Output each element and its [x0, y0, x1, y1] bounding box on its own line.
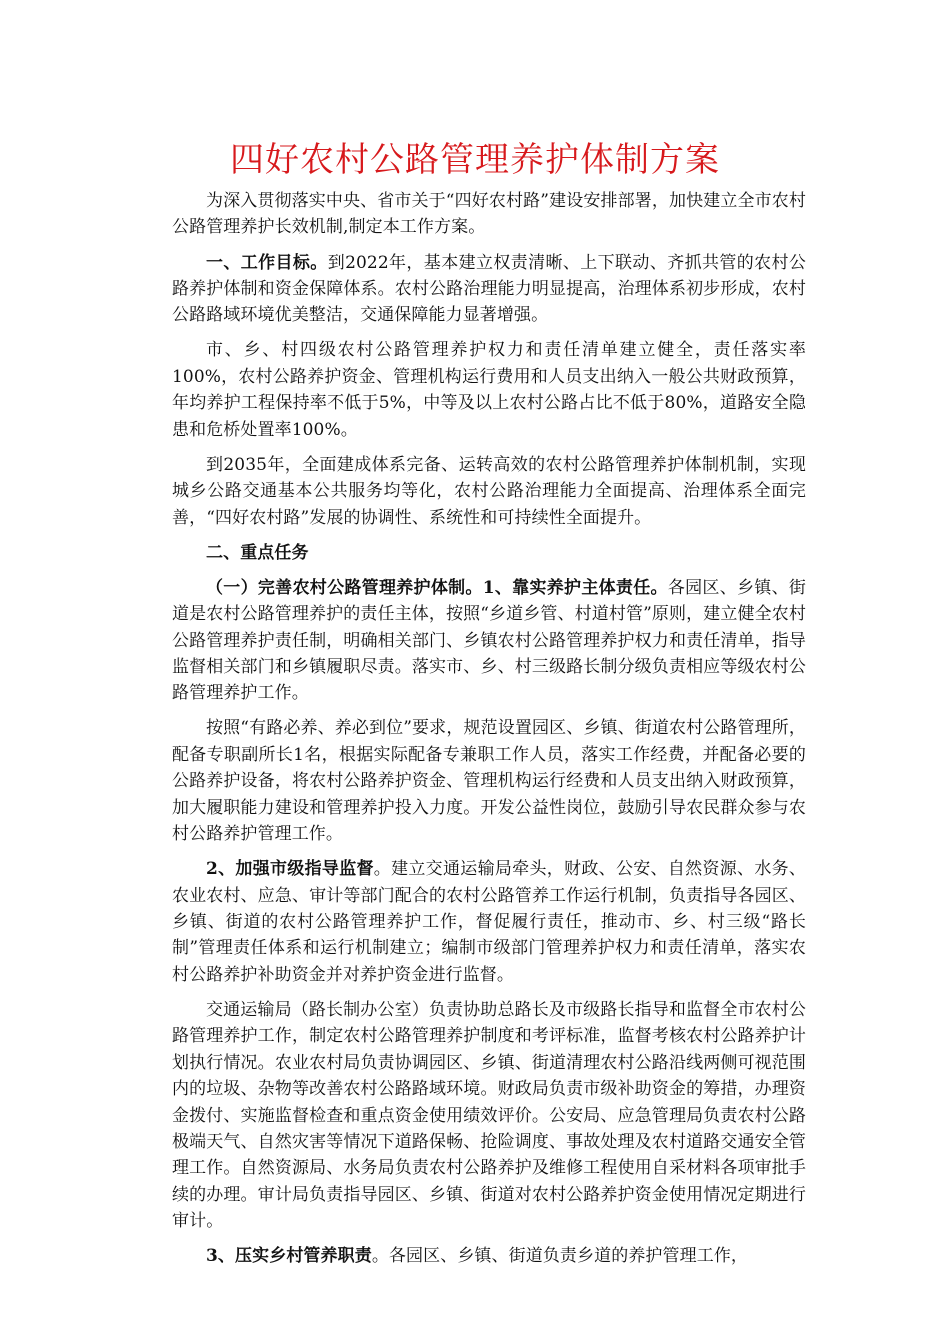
- paragraph-text: 到2022年，基本建立权责清晰、上下联动、齐抓共管的农村公路养护体制和资金保障体系。农村公路治理能力明显提高，治理体系初步形成，农村公路路域环境优美整洁，交通保障能力显著增强。: [172, 252, 806, 326]
- document-title: 四好农村公路管理养护体制方案: [230, 140, 720, 180]
- paragraph-text: 到2035年，全面建成体系完备、运转高效的农村公路管理养护体制机制，实现城乡公路交通基本公共服务均等化，农村公路治理能力全面提高、治理体系全面完善，“四好农村路”发展的协调性、系统性和可持续性全面提升。: [172, 454, 806, 528]
- paragraph-heading: 一、工作目标。: [206, 252, 328, 273]
- paragraph: [172, 452, 806, 531]
- paragraph: [172, 337, 806, 443]
- paragraph: [172, 856, 806, 988]
- paragraph: [172, 540, 806, 566]
- paragraph-text: 为深入贯彻落实中央、省市关于“四好农村路”建设安排部署，加快建立全市农村公路管理养护长效机制,制定本工作方案。: [172, 191, 806, 238]
- paragraph-heading: 3、压实乡村管养职责: [206, 1246, 372, 1267]
- paragraph-heading: 2、加强市级指导监督: [206, 859, 374, 880]
- paragraph: [172, 1243, 806, 1269]
- paragraph-text: 各园区、乡镇、街道是农村公路管理养护的责任主体，按照“乡道乡管、村道村管”原则，建立健全农村公路管理养护责任制，明确相关部门、乡镇农村公路管理养护权力和责任清单，指导监督相关部门和乡镇履职尽责。落实市、乡、村三级路长制分级负责相应等级农村公路管理养护工作。: [172, 577, 806, 704]
- paragraph: [172, 575, 806, 707]
- paragraph-text: 交通运输局（路长制办公室）负责协助总路长及市级路长指导和监督全市农村公路管理养护工作，制定农村公路管理养护制度和考评标准，监督考核农村公路养护计划执行情况。农业农村局负责协调园区、乡镇、街道清理农村公路沿线两侧可视范围内的垃圾、杂物等改善农村公路路域环境。财政局负责市级补助资金的筹措，办理资金拨付、实施监督检查和重点资金使用绩效评价。公安局、应急管理局负责农村公路极端天气、自然灾害等情况下道路保畅、抢险调度、事故处理及农村道路交通安全管理工作。自然资源局、水务局负责农村公路养护及维修工程使用自采材料各项审批手续的办理。审计局负责指导园区、乡镇、街道对农村公路养护资金使用情况定期进行审计。: [172, 999, 806, 1232]
- paragraph: [172, 715, 806, 847]
- paragraph-text: 市、乡、村四级农村公路管理养护权力和责任清单建立健全，责任落实率100%，农村公路养护资金、管理机构运行费用和人员支出纳入一般公共财政预算，年均养护工程保持率不低于5%，中等及以上农村公路占比不低于80%，道路安全隐患和危桥处置率100%。: [172, 340, 806, 440]
- paragraph-heading: 二、重点任务: [206, 542, 309, 563]
- paragraph-text: 。各园区、乡镇、街道负责乡道的养护管理工作，: [371, 1246, 749, 1267]
- document-body: [172, 188, 806, 1278]
- paragraph-text: 。建立交通运输局牵头，财政、公安、自然资源、水务、农业农村、应急、审计等部门配合的农村公路管养工作运行机制，负责指导各园区、乡镇、街道的农村公路管理养护工作，督促履行责任，推动市、乡、村三级“路长制”管理责任体系和运行机制建立；编制市级部门管理养护权力和责任清单，落实农村公路养护补助资金并对养护资金进行监督。: [172, 859, 807, 985]
- paragraph: [172, 997, 806, 1235]
- paragraph: [172, 250, 806, 329]
- paragraph: [172, 188, 806, 241]
- paragraph-heading: （一）完善农村公路管理养护体制。1、靠实养护主体责任。: [206, 577, 668, 598]
- paragraph-text: 按照“有路必养、养必到位”要求，规范设置园区、乡镇、街道农村公路管理所，配备专职副所长1名，根据实际配备专兼职工作人员，落实工作经费，并配备必要的公路养护设备，将农村公路养护资金、管理机构运行经费和人员支出纳入财政预算，加大履职能力建设和管理养护投入力度。开发公益性岗位，鼓励引导农民群众参与农村公路养护管理工作。: [172, 718, 806, 845]
